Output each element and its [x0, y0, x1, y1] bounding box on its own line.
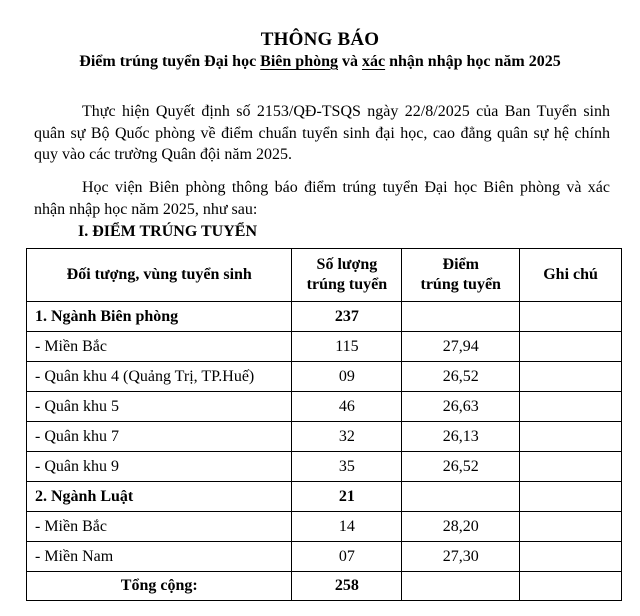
header-score-line2: trúng tuyển — [420, 276, 501, 293]
document-subtitle — [0, 52, 640, 72]
total-note — [520, 572, 622, 601]
row-label: 1. Ngành Biên phòng — [27, 302, 292, 332]
row-count: 237 — [292, 302, 402, 332]
row-count: 35 — [292, 452, 402, 482]
header-count-line1: Số lượng — [316, 256, 378, 273]
row-note — [520, 302, 622, 332]
total-score — [402, 572, 520, 601]
table-row — [27, 482, 622, 512]
table-total-row — [27, 572, 622, 601]
header-target-group: Đối tượng, vùng tuyển sinh — [27, 249, 292, 302]
subtitle-part-2: và — [337, 53, 362, 70]
document-title: THÔNG BÁO — [260, 29, 380, 50]
header-admission-score — [402, 249, 520, 302]
header-notes: Ghi chú — [520, 249, 622, 302]
row-score: 26,52 — [402, 362, 520, 392]
row-label: - Quân khu 7 — [27, 422, 292, 452]
row-score: 26,13 — [402, 422, 520, 452]
row-score: 27,30 — [402, 542, 520, 572]
table-row — [27, 302, 622, 332]
row-count: 32 — [292, 422, 402, 452]
header-admitted-count — [292, 249, 402, 302]
row-score — [402, 302, 520, 332]
table-row — [27, 332, 622, 362]
total-label: Tổng cộng: — [27, 572, 292, 601]
row-count: 14 — [292, 512, 402, 542]
row-label: - Quân khu 4 (Quảng Trị, TP.Huế) — [27, 362, 292, 392]
row-count: 09 — [292, 362, 402, 392]
row-count: 46 — [292, 392, 402, 422]
row-label: - Quân khu 9 — [27, 452, 292, 482]
table-row — [27, 452, 622, 482]
subtitle-part-3: nhận nhập học năm 2025 — [385, 53, 561, 70]
row-note — [520, 542, 622, 572]
subtitle-underlined-2: xác — [361, 53, 386, 70]
row-label: - Miền Nam — [27, 542, 292, 572]
row-note — [520, 452, 622, 482]
row-label: - Miền Bắc — [27, 332, 292, 362]
row-count: 07 — [292, 542, 402, 572]
row-score: 26,52 — [402, 452, 520, 482]
admission-scores-table — [26, 248, 622, 601]
table-row — [27, 422, 622, 452]
row-score — [402, 482, 520, 512]
header-score-line1: Điểm — [442, 256, 479, 273]
table-row — [27, 542, 622, 572]
total-count: 258 — [292, 572, 402, 601]
row-note — [520, 482, 622, 512]
row-count: 115 — [292, 332, 402, 362]
row-count: 21 — [292, 482, 402, 512]
row-label: - Quân khu 5 — [27, 392, 292, 422]
table-header-row — [27, 249, 622, 302]
row-score: 28,20 — [402, 512, 520, 542]
subtitle-part-1: Điểm trúng tuyển Đại học — [79, 53, 261, 70]
row-note — [520, 512, 622, 542]
row-note — [520, 332, 622, 362]
row-note — [520, 362, 622, 392]
subtitle-underlined-1: Biên phòng — [260, 53, 338, 70]
row-note — [520, 422, 622, 452]
table-row — [27, 362, 622, 392]
row-note — [520, 392, 622, 422]
paragraph-decision: Thực hiện Quyết định số 2153/QĐ-TSQS ngày 22/8/2025 của Ban Tuyển sinh quân sự Bộ Quốc phòng về điểm chuẩn tuyển sinh đại học, cao đẳng quân sự hệ chính quy vào các trường Quân đội năm 2025. — [34, 103, 610, 163]
table-row — [27, 512, 622, 542]
row-label: - Miền Bắc — [27, 512, 292, 542]
row-score: 27,94 — [402, 332, 520, 362]
row-label: 2. Ngành Luật — [27, 482, 292, 512]
header-count-line2: trúng tuyển — [306, 276, 388, 293]
paragraph-announcement: Học viện Biên phòng thông báo điểm trúng tuyển Đại học Biên phòng và xác nhận nhập học năm 2025, như sau: — [34, 179, 610, 218]
row-score: 26,63 — [402, 392, 520, 422]
table-row — [27, 392, 622, 422]
section-heading: I. ĐIỂM TRÚNG TUYỂN — [78, 223, 257, 240]
